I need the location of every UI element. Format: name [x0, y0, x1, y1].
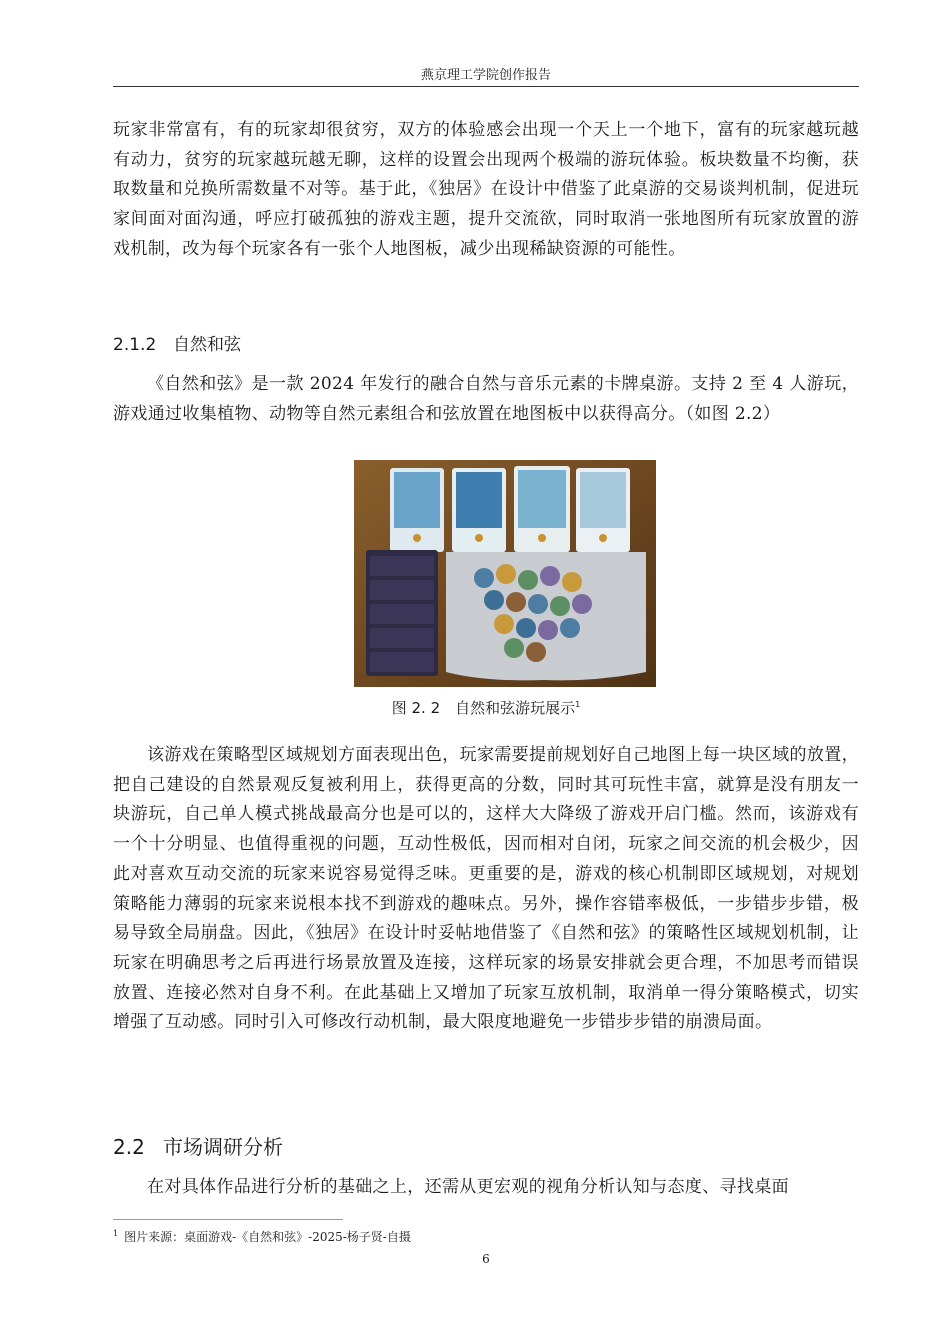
caption-text: 图 2. 2 自然和弦游玩展示	[391, 699, 576, 717]
section-title: 自然和弦	[173, 335, 241, 355]
section-title: 市场调研分析	[163, 1135, 283, 1159]
page-number: 6	[482, 1252, 490, 1266]
running-header: 燕京理工学院创作报告	[420, 68, 551, 83]
section-number: 2.2	[113, 1135, 145, 1159]
footnote-mark: 1	[113, 1229, 119, 1238]
section-heading-2-2	[113, 1131, 283, 1160]
figure-caption	[113, 697, 859, 718]
caption-footnote-mark: 1	[575, 700, 581, 709]
body-paragraph-3: 该游戏在策略型区域规划方面表现出色，玩家需要提前规划好自己地图上每一块区域的放置，把自己建设的自然景观反复被利用上，获得更高的分数，同时其可玩性丰富，就算是没有朋友一块游玩，自己单人模式挑战最高分也是可以的，这样大大降级了游戏开启门槛。然而，该游戏有一个十分明显、也值得重视的问题，互动性极低，因而相对自闭，玩家之间交流的机会极少，因此对喜欢互动交流的玩家来说容易觉得乏味。更重要的是，游戏的核心机制即区域规划，对规划策略能力薄弱的玩家来说根本找不到游戏的趣味点。另外，操作容错率极低，一步错步步错，极易导致全局崩盘。因此，《独居》在设计时妥帖地借鉴了《自然和弦》的策略性区域规划机制，让玩家在明确思考之后再进行场景放置及连接，这样玩家的场景安排就会更合理，不加思考而错误放置、连接必然对自身不利。在此基础上又增加了玩家互放机制，取消单一得分策略模式，切实增强了互动感。同时引入可修改行动机制，最大限度地避免一步错步步错的崩溃局面。	[113, 745, 859, 1033]
map-board	[446, 552, 646, 680]
section-heading-2-1-2	[113, 330, 241, 355]
body-paragraph-2: 《自然和弦》是一款 2024 年发行的融合自然与音乐元素的卡牌桌游。支持 2 至 4 人游玩，游戏通过收集植物、动物等自然元素组合和弦放置在地图板中以获得高分。（如图 2.2）	[113, 374, 859, 424]
photo-illustration	[354, 460, 656, 687]
footnote-rule	[113, 1219, 343, 1220]
section-number: 2.1.2	[113, 335, 157, 355]
footnote-text: 图片来源：桌面游戏-《自然和弦》-2025-杨子贤-自摄	[124, 1230, 411, 1244]
footnote	[113, 1228, 411, 1245]
body-paragraph-4: 在对具体作品进行分析的基础之上，还需从更宏观的视角分析认知与态度、寻找桌面	[147, 1177, 789, 1197]
header-rule	[113, 86, 859, 87]
board-game-photo	[354, 460, 656, 687]
body-paragraph-1: 玩家非常富有，有的玩家却很贫穷，双方的体验感会出现一个天上一个地下，富有的玩家越玩越有动力，贫穷的玩家越玩越无聊，这样的设置会出现两个极端的游玩体验。板块数量不均衡，获取数量和兑换所需数量不对等。基于此，《独居》在设计中借鉴了此桌游的交易谈判机制，促进玩家间面对面沟通，呼应打破孤独的游戏主题，提升交流欲，同时取消一张地图所有玩家放置的游戏机制，改为每个玩家各有一张个人地图板，减少出现稀缺资源的可能性。	[113, 120, 859, 259]
player-card-column	[366, 550, 438, 676]
